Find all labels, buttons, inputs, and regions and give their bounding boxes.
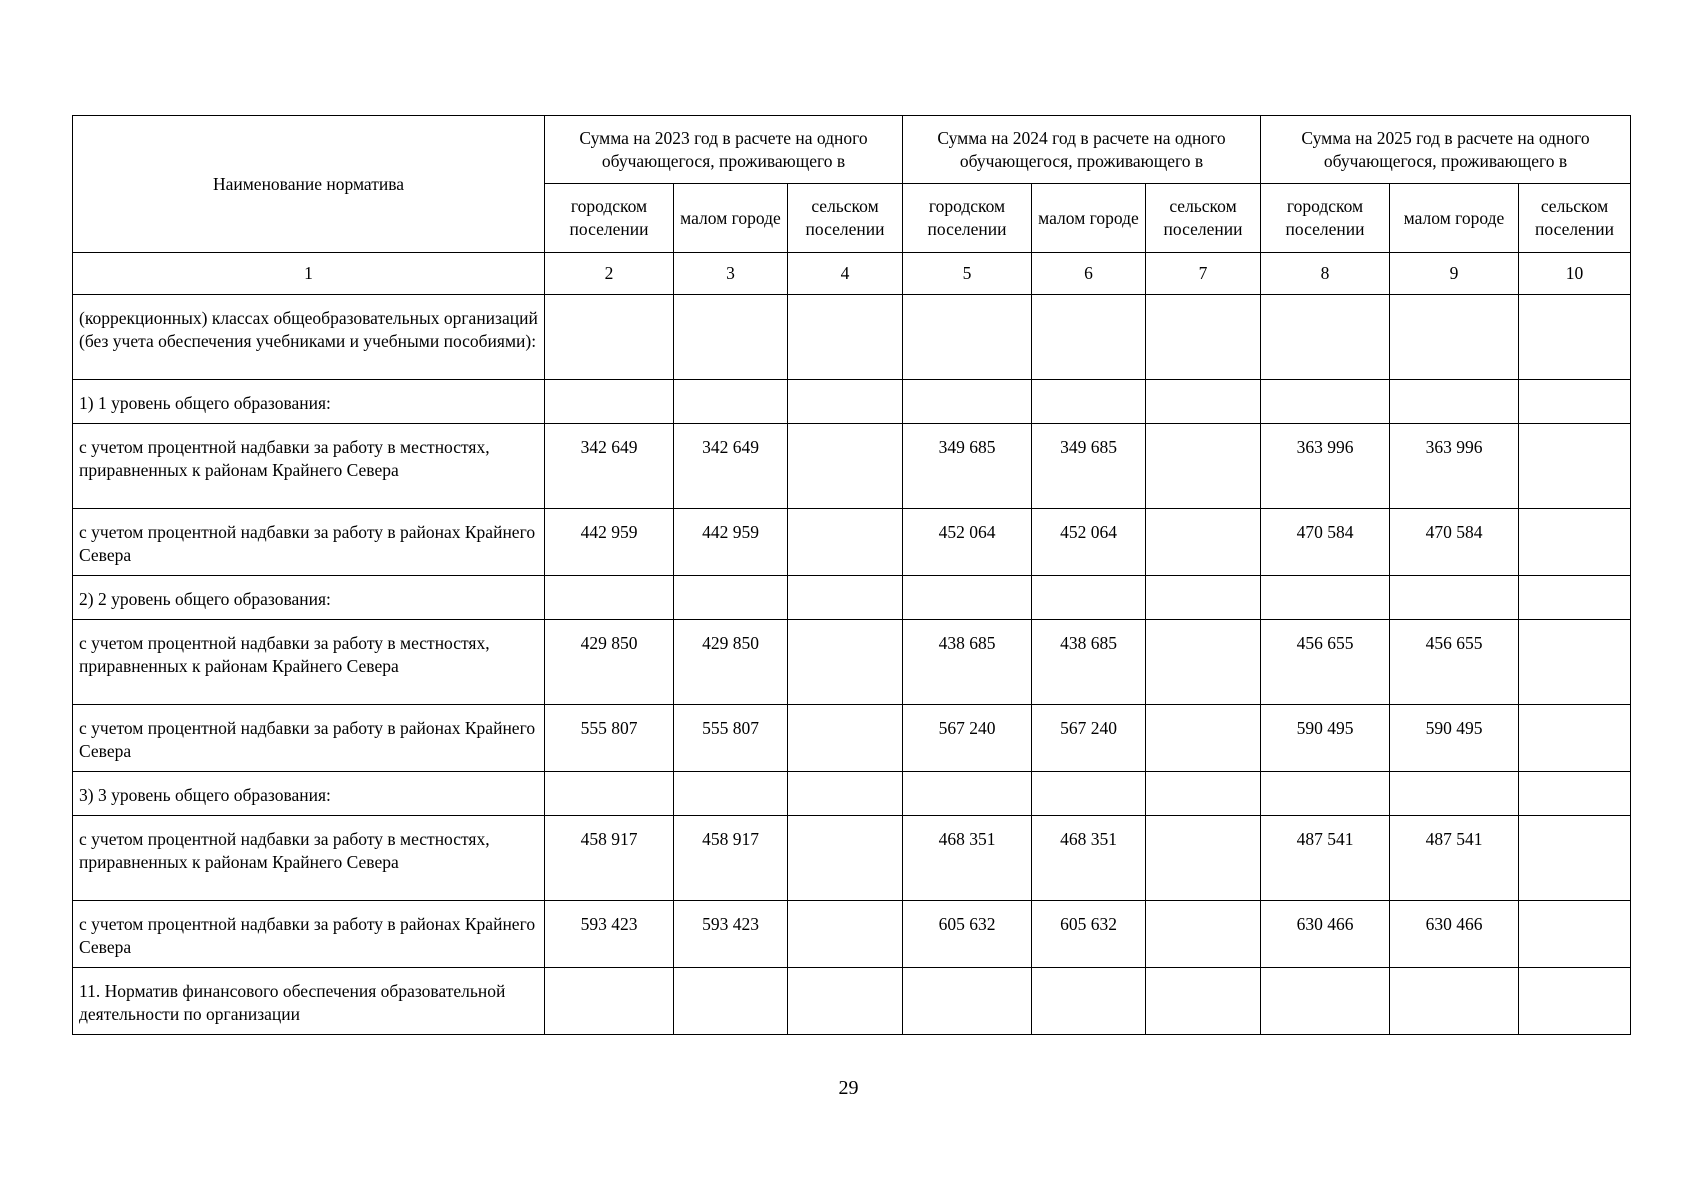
value-cell [545, 295, 674, 380]
value-cell [788, 816, 903, 901]
column-number: 1 [73, 253, 545, 295]
value-cell [1032, 968, 1146, 1035]
value-cell: 567 240 [903, 705, 1032, 772]
value-cell [1390, 772, 1519, 816]
value-cell [903, 772, 1032, 816]
value-cell [788, 424, 903, 509]
normative-table [72, 115, 1631, 1035]
value-cell [1519, 509, 1631, 576]
header-row-groups [73, 116, 1631, 184]
header-group-2023: Сумма на 2023 год в расчете на одного обучающегося, проживающего в [545, 116, 903, 184]
value-cell [1146, 509, 1261, 576]
value-cell: 438 685 [903, 620, 1032, 705]
value-cell: 593 423 [674, 901, 788, 968]
header-sub-2024-small-town: малом городе [1032, 184, 1146, 253]
value-cell [1261, 576, 1390, 620]
value-cell [788, 901, 903, 968]
value-cell: 590 495 [1261, 705, 1390, 772]
table-row [73, 424, 1631, 509]
value-cell [1390, 576, 1519, 620]
value-cell [1032, 295, 1146, 380]
column-number: 2 [545, 253, 674, 295]
value-cell: 429 850 [545, 620, 674, 705]
value-cell: 456 655 [1261, 620, 1390, 705]
value-cell [1146, 620, 1261, 705]
table-row [73, 968, 1631, 1035]
value-cell [1519, 424, 1631, 509]
column-number: 5 [903, 253, 1032, 295]
value-cell [1261, 295, 1390, 380]
table-row [73, 901, 1631, 968]
row-name-cell: 11. Норматив финансового обеспечения образовательной деятельности по организации [73, 968, 545, 1035]
value-cell [788, 295, 903, 380]
value-cell [1146, 901, 1261, 968]
value-cell [903, 380, 1032, 424]
value-cell [1146, 772, 1261, 816]
value-cell [788, 772, 903, 816]
column-number: 4 [788, 253, 903, 295]
row-name-cell: 1) 1 уровень общего образования: [73, 380, 545, 424]
value-cell [1032, 380, 1146, 424]
value-cell: 442 959 [674, 509, 788, 576]
header-row-column-numbers [73, 253, 1631, 295]
value-cell: 567 240 [1032, 705, 1146, 772]
table-body [73, 295, 1631, 1035]
table-row [73, 816, 1631, 901]
value-cell [903, 295, 1032, 380]
value-cell: 438 685 [1032, 620, 1146, 705]
value-cell [788, 380, 903, 424]
value-cell [1146, 424, 1261, 509]
value-cell: 363 996 [1390, 424, 1519, 509]
value-cell [545, 968, 674, 1035]
value-cell [903, 968, 1032, 1035]
value-cell: 342 649 [674, 424, 788, 509]
value-cell [674, 772, 788, 816]
header-sub-2025-rural: сельском поселении [1519, 184, 1631, 253]
value-cell: 468 351 [1032, 816, 1146, 901]
row-name-cell: 2) 2 уровень общего образования: [73, 576, 545, 620]
value-cell: 630 466 [1261, 901, 1390, 968]
value-cell: 363 996 [1261, 424, 1390, 509]
value-cell [1390, 295, 1519, 380]
value-cell [1146, 380, 1261, 424]
value-cell: 349 685 [1032, 424, 1146, 509]
row-name-cell: с учетом процентной надбавки за работу в местностях, приравненных к районам Крайнего Севера [73, 816, 545, 901]
header-sub-2023-urban: городском поселении [545, 184, 674, 253]
value-cell: 487 541 [1261, 816, 1390, 901]
table-row [73, 772, 1631, 816]
value-cell [1261, 968, 1390, 1035]
row-name-cell: с учетом процентной надбавки за работу в районах Крайнего Севера [73, 901, 545, 968]
table-header [73, 116, 1631, 295]
value-cell [1146, 968, 1261, 1035]
table-row [73, 620, 1631, 705]
value-cell: 429 850 [674, 620, 788, 705]
value-cell [1261, 380, 1390, 424]
value-cell: 555 807 [545, 705, 674, 772]
value-cell [788, 576, 903, 620]
column-number: 8 [1261, 253, 1390, 295]
value-cell [1519, 816, 1631, 901]
value-cell: 442 959 [545, 509, 674, 576]
value-cell: 468 351 [903, 816, 1032, 901]
value-cell [674, 295, 788, 380]
value-cell: 470 584 [1261, 509, 1390, 576]
header-sub-2025-small-town: малом городе [1390, 184, 1519, 253]
value-cell [674, 576, 788, 620]
value-cell [1519, 772, 1631, 816]
value-cell: 349 685 [903, 424, 1032, 509]
value-cell: 452 064 [903, 509, 1032, 576]
value-cell [788, 968, 903, 1035]
value-cell: 590 495 [1390, 705, 1519, 772]
value-cell [1519, 705, 1631, 772]
column-number: 7 [1146, 253, 1261, 295]
value-cell [1519, 901, 1631, 968]
value-cell [1261, 772, 1390, 816]
value-cell [1390, 380, 1519, 424]
header-name-column: Наименование норматива [73, 116, 545, 253]
value-cell: 470 584 [1390, 509, 1519, 576]
header-sub-2025-urban: городском поселении [1261, 184, 1390, 253]
value-cell [788, 620, 903, 705]
column-number: 10 [1519, 253, 1631, 295]
value-cell: 593 423 [545, 901, 674, 968]
value-cell [1519, 620, 1631, 705]
value-cell: 452 064 [1032, 509, 1146, 576]
value-cell: 458 917 [674, 816, 788, 901]
header-sub-2023-small-town: малом городе [674, 184, 788, 253]
row-name-cell: с учетом процентной надбавки за работу в местностях, приравненных к районам Крайнего Севера [73, 620, 545, 705]
value-cell: 605 632 [903, 901, 1032, 968]
row-name-cell: с учетом процентной надбавки за работу в районах Крайнего Севера [73, 705, 545, 772]
value-cell [1390, 968, 1519, 1035]
page-number: 29 [838, 1077, 859, 1099]
value-cell [1519, 295, 1631, 380]
value-cell [1519, 380, 1631, 424]
value-cell [545, 380, 674, 424]
header-group-2024: Сумма на 2024 год в расчете на одного обучающегося, проживающего в [903, 116, 1261, 184]
table-row [73, 380, 1631, 424]
table-row [73, 509, 1631, 576]
value-cell [1146, 705, 1261, 772]
column-number: 6 [1032, 253, 1146, 295]
value-cell [674, 968, 788, 1035]
row-name-cell: с учетом процентной надбавки за работу в районах Крайнего Севера [73, 509, 545, 576]
header-sub-2024-urban: городском поселении [903, 184, 1032, 253]
value-cell [674, 380, 788, 424]
table-row [73, 295, 1631, 380]
value-cell [1146, 816, 1261, 901]
table-row [73, 705, 1631, 772]
value-cell [1032, 576, 1146, 620]
value-cell [1146, 576, 1261, 620]
value-cell [1146, 295, 1261, 380]
row-name-cell: (коррекционных) классах общеобразовательных организаций (без учета обеспечения учебниками и учебными пособиями): [73, 295, 545, 380]
value-cell [1519, 576, 1631, 620]
row-name-cell: 3) 3 уровень общего образования: [73, 772, 545, 816]
value-cell: 555 807 [674, 705, 788, 772]
table-row [73, 576, 1631, 620]
value-cell [788, 705, 903, 772]
value-cell: 630 466 [1390, 901, 1519, 968]
value-cell: 487 541 [1390, 816, 1519, 901]
value-cell [1032, 772, 1146, 816]
column-number: 9 [1390, 253, 1519, 295]
value-cell [903, 576, 1032, 620]
value-cell: 342 649 [545, 424, 674, 509]
value-cell: 605 632 [1032, 901, 1146, 968]
header-sub-2024-rural: сельском поселении [1146, 184, 1261, 253]
value-cell: 458 917 [545, 816, 674, 901]
value-cell: 456 655 [1390, 620, 1519, 705]
header-group-2025: Сумма на 2025 год в расчете на одного обучающегося, проживающего в [1261, 116, 1631, 184]
header-sub-2023-rural: сельском поселении [788, 184, 903, 253]
column-number: 3 [674, 253, 788, 295]
value-cell [788, 509, 903, 576]
value-cell [1519, 968, 1631, 1035]
row-name-cell: с учетом процентной надбавки за работу в местностях, приравненных к районам Крайнего Севера [73, 424, 545, 509]
value-cell [545, 772, 674, 816]
value-cell [545, 576, 674, 620]
